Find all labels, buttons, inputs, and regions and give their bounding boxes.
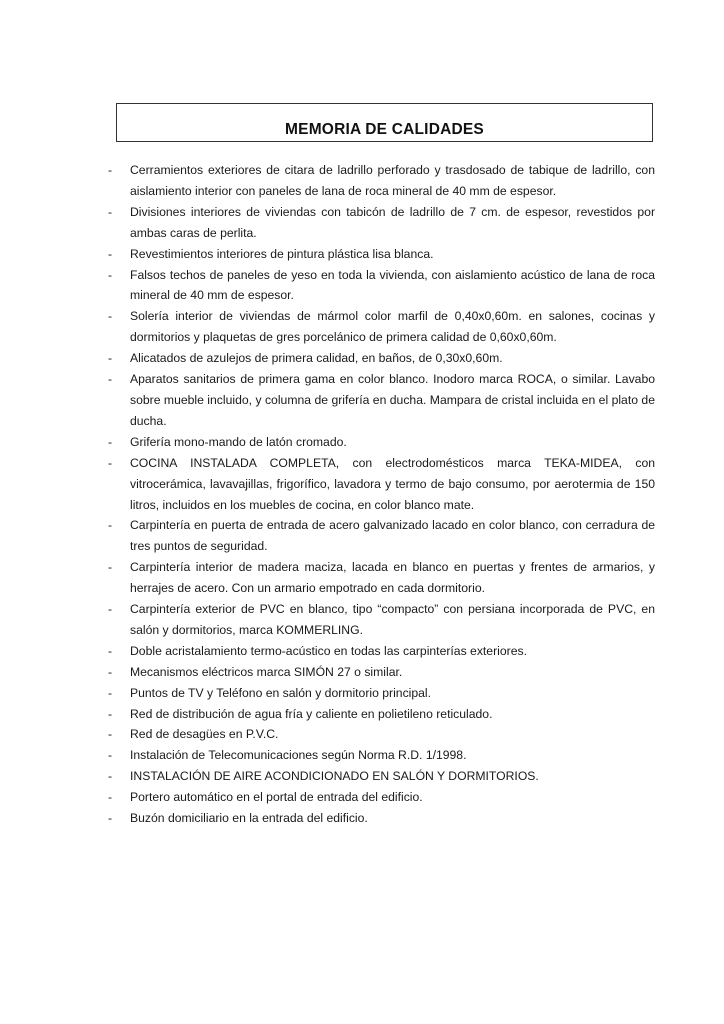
list-item (106, 348, 655, 369)
list-item-text: Falsos techos de paneles de yeso en toda la vivienda, con aislamiento acústico de lana de roca mineral de 40 mm de espesor. (130, 267, 655, 303)
list-item (106, 683, 655, 704)
list-item-text: Solería interior de viviendas de mármol color marfil de 0,40x0,60m. en salones, cocinas y dormitorios y plaquetas de gres porcelánico de primera calidad de 0,60x0,60m. (130, 309, 655, 345)
page-title: MEMORIA DE CALIDADES (285, 121, 484, 138)
bullet-dash: - (108, 602, 113, 617)
bullet-dash: - (108, 246, 113, 261)
list-item (106, 557, 655, 599)
bullet-dash: - (108, 748, 113, 763)
list-item (106, 160, 655, 202)
list-item-text: Mecanismos eléctricos marca SIMÓN 27 o similar. (130, 664, 403, 679)
list-item-text: INSTALACIÓN DE AIRE ACONDICIONADO EN SALÓN Y DORMITORIOS. (130, 769, 539, 784)
bullet-dash: - (108, 664, 113, 679)
bullet-dash: - (108, 267, 113, 282)
bullet-dash: - (108, 309, 113, 324)
bullet-dash: - (108, 727, 113, 742)
list-item (106, 306, 655, 348)
list-item-text: Aparatos sanitarios de primera gama en color blanco. Inodoro marca ROCA, o similar. Lavabo sobre mueble incluido, y columna de grifería en ducha. Mampara de cristal incluida en el plato de ducha. (130, 372, 655, 428)
list-item (106, 641, 655, 662)
bullet-dash: - (108, 811, 113, 826)
list-item-text: Grifería mono-mando de latón cromado. (130, 434, 347, 449)
list-item-text: Portero automático en el portal de entrada del edificio. (130, 790, 423, 805)
bullet-dash: - (108, 163, 113, 177)
title-box (116, 103, 653, 142)
bullet-dash: - (108, 685, 113, 700)
bullet-dash: - (108, 560, 113, 575)
list-item (106, 599, 655, 641)
list-item-text: Doble acristalamiento termo-acústico en todas las carpinterías exteriores. (130, 643, 527, 658)
list-item (106, 808, 655, 829)
list-item-text: Puntos de TV y Teléfono en salón y dormitorio principal. (130, 685, 432, 700)
list-item-text: Divisiones interiores de viviendas con tabicón de ladrillo de 7 cm. de espesor, revestidos por ambas caras de perlita. (130, 204, 655, 240)
bullet-dash: - (108, 643, 113, 658)
list-item (106, 745, 655, 766)
list-item (106, 724, 655, 745)
list-item-text: Cerramientos exteriores de citara de ladrillo perforado y trasdosado de tabique de ladrillo, con aislamiento interior con paneles de lana de roca mineral de 40 mm de espesor. (130, 163, 655, 198)
list-item-text: COCINA INSTALADA COMPLETA, con electrodomésticos marca TEKA-MIDEA, con vitrocerámica, lavavajillas, frigorífico, lavadora y termo de bajo consumo, por aerotermia de 150 litros, incluidos en los muebles de cocina, en color blanco mate. (130, 455, 655, 512)
list-item (106, 432, 655, 453)
list-item-text: Carpintería exterior de PVC en blanco, tipo “compacto” con persiana incorporada de PVC, en salón y dormitorios, marca KOMMERLING. (130, 602, 655, 637)
list-item (106, 369, 655, 432)
list-item-text: Red de desagües en P.V.C. (130, 727, 279, 742)
bullet-dash: - (108, 769, 113, 784)
list-item-text: Carpintería interior de madera maciza, lacada en blanco en puertas y frentes de armarios, y herrajes de acero. Con un armario empotrado en cada dormitorio. (130, 560, 655, 596)
bullet-dash: - (108, 434, 113, 449)
bullet-dash: - (108, 790, 113, 805)
list-item (106, 704, 655, 725)
list-item-text: Revestimientos interiores de pintura plástica lisa blanca. (130, 246, 434, 261)
list-item (106, 787, 655, 808)
list-item-text: Carpintería en puerta de entrada de acero galvanizado lacado en color blanco, con cerradura de tres puntos de seguridad. (130, 518, 655, 554)
list-item (106, 515, 655, 557)
list-item (106, 453, 655, 516)
bullet-dash: - (108, 518, 113, 533)
list-item (106, 244, 655, 265)
qualities-list (106, 160, 655, 829)
list-item (106, 766, 655, 787)
bullet-dash: - (108, 706, 113, 721)
bullet-dash: - (108, 351, 113, 366)
list-item-text: Buzón domiciliario en la entrada del edificio. (130, 811, 368, 826)
list-item (106, 662, 655, 683)
list-item (106, 265, 655, 307)
bullet-dash: - (108, 204, 113, 219)
list-item-text: Alicatados de azulejos de primera calidad, en baños, de 0,30x0,60m. (130, 351, 503, 366)
bullet-dash: - (108, 372, 113, 387)
list-item (106, 202, 655, 244)
list-item-text: Instalación de Telecomunicaciones según Norma R.D. 1/1998. (130, 748, 467, 763)
bullet-dash: - (108, 455, 113, 470)
list-item-text: Red de distribución de agua fría y caliente en polietileno reticulado. (130, 706, 493, 721)
